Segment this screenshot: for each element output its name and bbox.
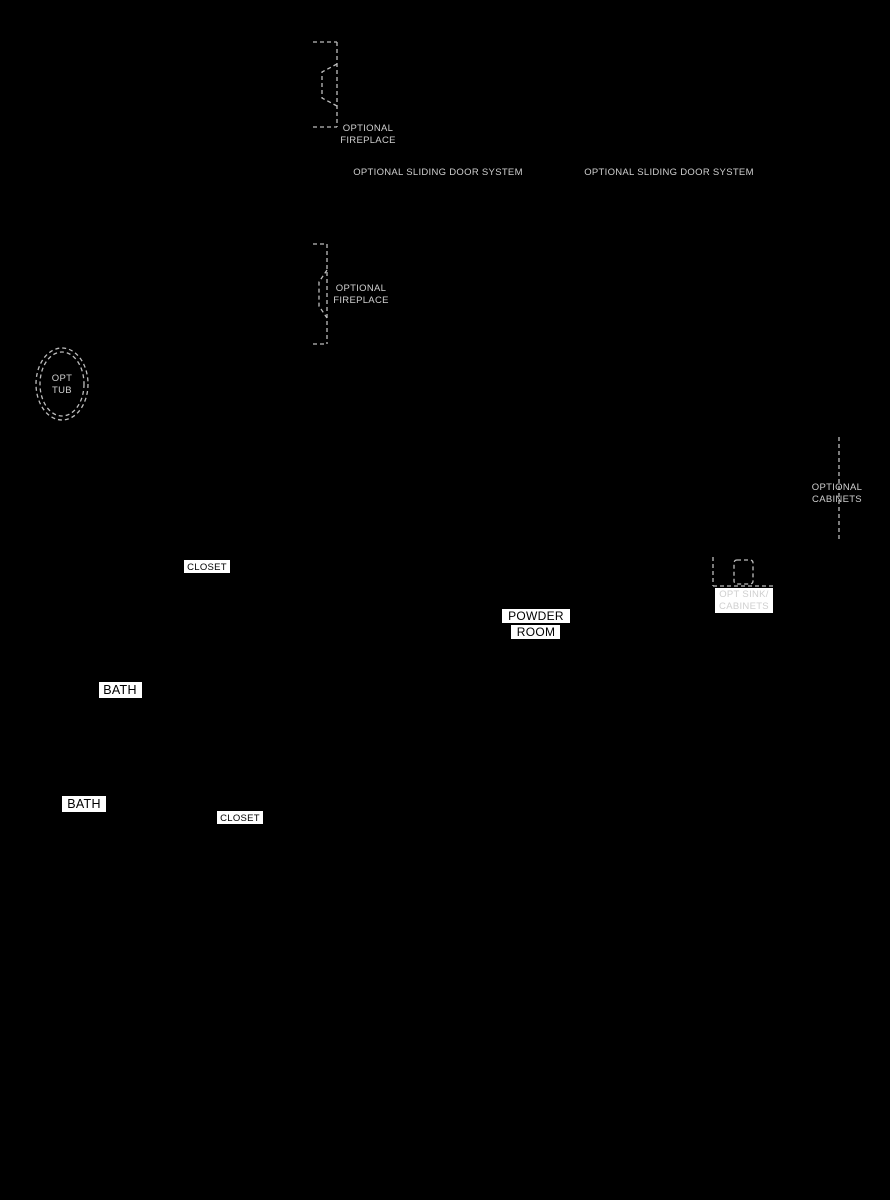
powder-room-label-line1: POWDER: [508, 609, 564, 623]
opt-sink-label-line1: OPT SINK/: [719, 589, 769, 600]
sliding-door-right-label: OPTIONAL SLIDING DOOR SYSTEM: [584, 167, 754, 178]
optional-cabinets-label-line1: OPTIONAL: [811, 482, 863, 493]
bath-upper-label: BATH: [103, 683, 137, 697]
fireplace-mid-label-line1: OPTIONAL: [335, 283, 387, 294]
fireplace-mid-label-line2: FIREPLACE: [333, 295, 389, 306]
fireplace-top-symbol: [313, 42, 337, 127]
bath-lower-label: BATH: [67, 797, 101, 811]
opt-sink-label-line2: CABINETS: [719, 601, 769, 612]
fireplace-top-label-line1: OPTIONAL: [342, 123, 394, 134]
closet-lower-label: CLOSET: [220, 813, 260, 824]
opt-tub-label-line2: TUB: [52, 385, 72, 396]
sliding-door-left-label: OPTIONAL SLIDING DOOR SYSTEM: [353, 167, 523, 178]
opt-sink-symbol: [713, 557, 773, 586]
opt-tub-symbol: [36, 348, 88, 420]
opt-tub-label-line1: OPT: [51, 373, 73, 384]
optional-cabinets-label-line2: CABINETS: [812, 494, 862, 505]
closet-upper-label: CLOSET: [187, 562, 227, 573]
fireplace-top-label-line2: FIREPLACE: [340, 135, 396, 146]
powder-room-label-line2: ROOM: [516, 625, 556, 639]
fireplace-mid-symbol: [313, 244, 327, 344]
